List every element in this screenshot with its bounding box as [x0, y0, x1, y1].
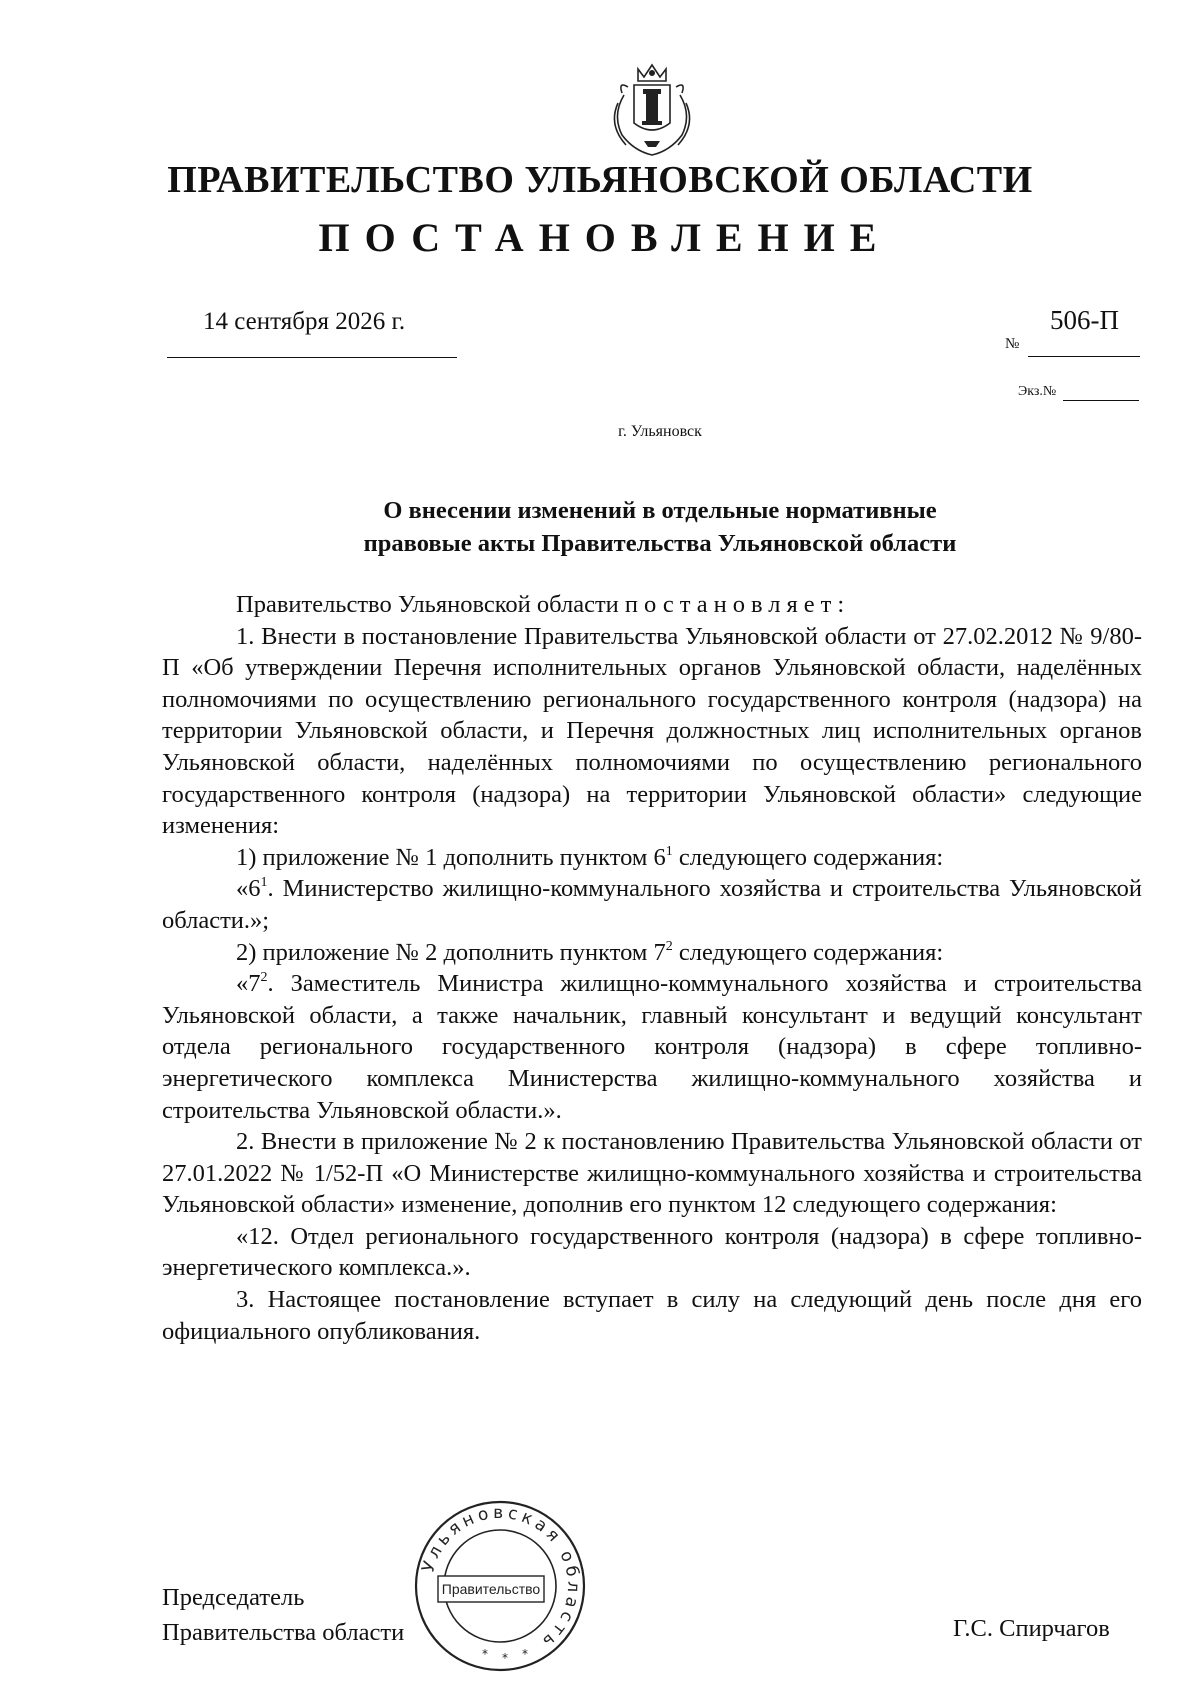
official-seal-stamp — [410, 1496, 590, 1676]
number-underline — [1028, 356, 1140, 357]
date-underline — [167, 357, 457, 358]
coat-of-arms-emblem — [604, 55, 700, 159]
signer-position-line-2: Правительства области — [162, 1619, 405, 1646]
document-number: 506-П — [1050, 305, 1119, 335]
clause-2-content: «12. Отдел регионального государственного контроля (надзора) в сфере топливно-энергетического комплекса.». — [162, 1222, 1142, 1282]
signer-position-line-1: Председатель — [162, 1584, 305, 1611]
superscript: 1 — [260, 875, 268, 891]
quote-text: . Заместитель Министра жилищно-коммунального хозяйства и строительства Ульяновской области, а также начальник, главный консультант и ведущий консультант отдела регионального государственного контроля (надзора) в сфере топливно-энергетического комплекса Министерства жилищно-коммунального хозяйства и строительства Ульяновской области.». — [162, 970, 1142, 1124]
copy-number-underline — [1063, 400, 1139, 401]
subclause-1-text: 1) приложение № 1 дополнить пунктом 6 — [236, 843, 666, 871]
subclause-2-tail: следующего содержания: — [672, 938, 944, 966]
intro-text: Правительство Ульяновской области — [236, 591, 625, 618]
city: г. Ульяновск — [618, 423, 702, 440]
quote-start: «7 — [236, 970, 261, 998]
quote-text: . Министерство жилищно-коммунального хозяйства и строительства Ульяновской области.»; — [162, 875, 1142, 934]
intro-paragraph — [162, 589, 1142, 621]
seal-center-text: Правительство — [441, 1581, 541, 1597]
subject-line-2: правовые акты Правительства Ульяновской области — [363, 530, 957, 557]
subclause-2-text: 2) приложение № 2 дополнить пунктом 7 — [236, 938, 666, 966]
svg-text:*: * — [482, 1647, 488, 1661]
document-subject — [160, 494, 1160, 560]
subclause-2 — [162, 937, 1142, 969]
document-type-title: ПОСТАНОВЛЕНИЕ — [318, 215, 892, 260]
seal-ring-text: Ульяновская область — [418, 1502, 584, 1654]
signer-name: Г.С. Спирчагов — [953, 1615, 1110, 1642]
svg-text:*: * — [522, 1647, 528, 1661]
quote-start: «6 — [236, 875, 261, 903]
clause-2: 2. Внести в приложение № 2 к постановлению Правительства Ульяновской области от 27.01.2022 № 1/52-П «О Министерстве жилищно-коммунального хозяйства и строительства Ульяновской области» изменение, дополнив его пунктом 12 следующего содержания: — [162, 1128, 1142, 1219]
svg-text:*: * — [502, 1651, 508, 1665]
document-body — [162, 589, 1142, 1347]
subclause-1-content — [162, 873, 1142, 936]
clause-3: 3. Настоящее постановление вступает в силу на следующий день после дня его официального опубликования. — [162, 1286, 1142, 1345]
superscript: 1 — [665, 843, 673, 859]
subclause-2-content — [162, 968, 1142, 1126]
subject-line-1: О внесении изменений в отдельные нормативные — [383, 497, 937, 524]
document-date: 14 сентября 2026 г. — [203, 308, 406, 335]
superscript: 2 — [665, 938, 673, 954]
number-sign: № — [1005, 336, 1020, 352]
clause-1: 1. Внести в постановление Правительства Ульяновской области от 27.02.2012 № 9/80-П «Об утверждении Перечня исполнительных органов Ульяновской области, наделённых полномочиями по осуществлению регионального государственного контроля (надзора) на территории Ульяновской области, и Перечня должностных лиц исполнительных органов Ульяновской области, наделённых полномочиями по осуществлению регионального государственного контроля (надзора) на территории Ульяновской области» следующие изменения: — [162, 622, 1142, 840]
intro-decree-word: постановляет: — [624, 591, 851, 618]
signer-position — [162, 1580, 404, 1650]
superscript: 2 — [260, 970, 268, 986]
subclause-1-tail: следующего содержания: — [672, 843, 944, 871]
government-title: ПРАВИТЕЛЬСТВО УЛЬЯНОВСКОЙ ОБЛАСТИ — [167, 159, 1033, 201]
subclause-1 — [162, 842, 1142, 874]
copy-number-label: Экз.№ — [1018, 384, 1057, 399]
